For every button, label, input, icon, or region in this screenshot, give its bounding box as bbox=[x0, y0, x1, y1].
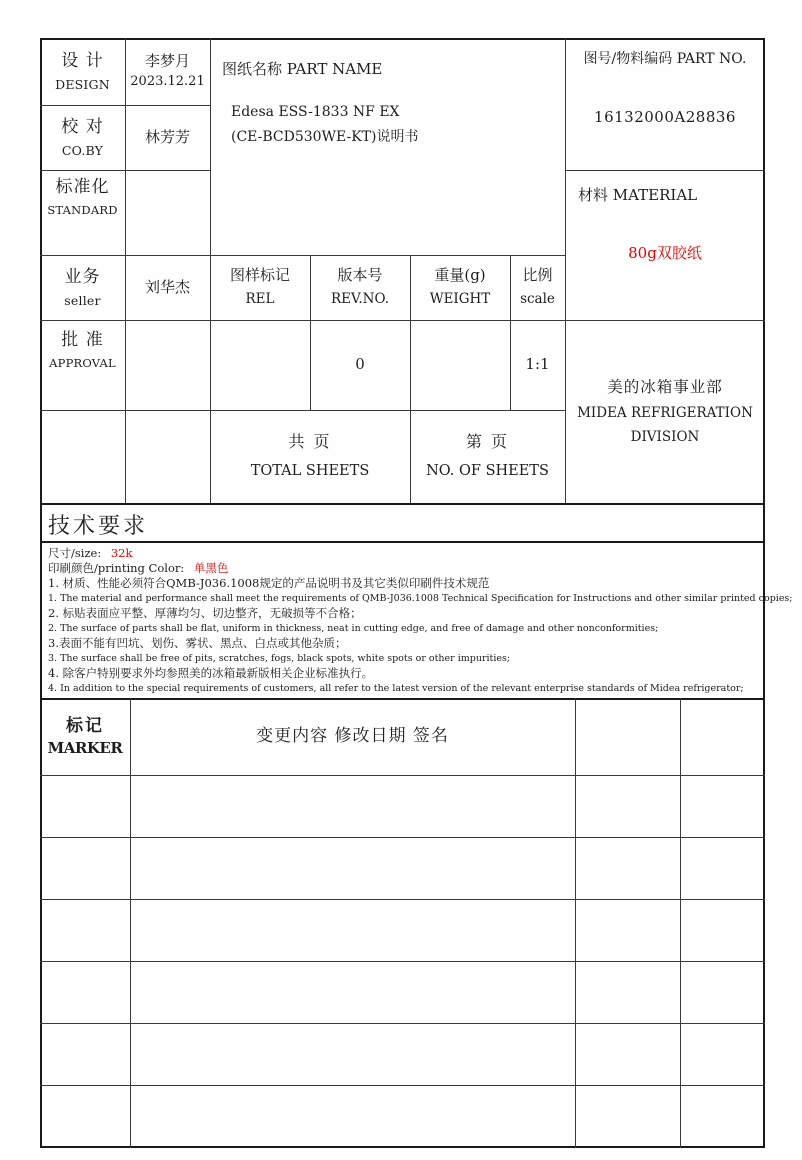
approval-label-cn: 批 准 bbox=[61, 330, 104, 350]
grid-line bbox=[565, 170, 765, 171]
grid-line bbox=[40, 961, 765, 962]
rev-value: 0 bbox=[355, 355, 365, 374]
tech-line-3-en: 3. The surface shall be free of pits, scratches, fogs, black spots, white spots or other impurities; bbox=[48, 653, 511, 664]
grid-line bbox=[40, 775, 765, 776]
design-date: 2023.12.21 bbox=[130, 74, 205, 90]
part-no-label-cell bbox=[565, 44, 765, 74]
seller-label-cell bbox=[40, 255, 125, 320]
part-name-line1: Edesa ESS-1833 NF EX bbox=[231, 104, 400, 120]
weight-value-cell bbox=[410, 320, 510, 410]
design-label-cell bbox=[40, 38, 125, 105]
part-no-value-cell bbox=[565, 98, 765, 138]
check-label-cn: 校 对 bbox=[61, 116, 104, 137]
division-name-cn: 美的冰箱事业部 bbox=[607, 377, 723, 396]
material-label: 材料 MATERIAL bbox=[578, 186, 698, 204]
total-sheets-cn: 共 页 bbox=[288, 432, 332, 452]
part-name-line2: (CE-BCD530WE-KT)说明书 bbox=[231, 129, 419, 145]
approval-label-en: APPROVAL bbox=[49, 356, 116, 371]
weight-label-cn: 重量(g) bbox=[434, 266, 486, 285]
check-name: 林芳芳 bbox=[144, 127, 190, 146]
approval-label-cell bbox=[40, 320, 125, 410]
scale-value: 1:1 bbox=[525, 355, 550, 374]
seller-name: 刘华杰 bbox=[144, 277, 190, 296]
grid-line bbox=[575, 698, 576, 1148]
grid-line bbox=[680, 698, 681, 1148]
tech-color-line bbox=[48, 561, 758, 576]
sheet-no-cn: 第 页 bbox=[465, 432, 510, 452]
tech-line-1-cn: 1. 材质、性能必须符合QMB-J036.1008规定的产品说明书及其它类似印刷件技术规范 bbox=[48, 576, 490, 590]
tech-requirements-title: 技术要求 bbox=[48, 514, 149, 539]
division-name-en1: MIDEA REFRIGERATION bbox=[577, 405, 753, 422]
design-name: 李梦月 bbox=[144, 51, 190, 70]
division-name-en2: DIVISION bbox=[630, 428, 700, 445]
grid-line bbox=[40, 837, 765, 838]
weight-header-cell bbox=[410, 255, 510, 320]
design-name-cell bbox=[125, 38, 210, 105]
change-header-cell bbox=[130, 698, 575, 775]
design-label-en: DESIGN bbox=[55, 76, 110, 92]
tech-line-4-en: 4. In addition to the special requirements of customers, all refer to the latest version of the relevant enterprise standards of Midea refrigerator; bbox=[48, 683, 744, 694]
tech-size-label: 尺寸/size: bbox=[48, 546, 102, 560]
material-value: 80g双胶纸 bbox=[628, 244, 702, 263]
sheet-no-cell bbox=[410, 410, 565, 503]
division-cell bbox=[565, 320, 765, 503]
total-sheets-en: TOTAL SHEETS bbox=[250, 462, 370, 479]
rev-label-en: REV.NO. bbox=[330, 290, 390, 307]
material-value-cell bbox=[565, 240, 765, 268]
rel-header-cell bbox=[210, 255, 310, 320]
rev-value-cell bbox=[310, 320, 410, 410]
weight-label-en: WEIGHT bbox=[429, 290, 491, 307]
tech-line-3-cn: 3.表面不能有凹坑、划伤、雾状、黑点、白点或其他杂质； bbox=[48, 636, 347, 650]
marker-label-cn: 标记 bbox=[66, 715, 104, 736]
tech-line-2-en: 2. The surface of parts shall be flat, uniform in thickness, neat in cutting edge, and free of damage and other nonconformities; bbox=[48, 623, 659, 634]
tech-color-label: 印刷颜色/printing Color: bbox=[48, 561, 185, 575]
seller-label-en: seller bbox=[64, 292, 101, 308]
check-label-en: CO.BY bbox=[61, 142, 104, 158]
total-sheets-cell bbox=[210, 410, 410, 503]
scale-value-cell bbox=[510, 320, 565, 410]
tech-requirements-body bbox=[48, 546, 793, 696]
rel-label-en: REL bbox=[245, 290, 275, 307]
part-no-value: 16132000A28836 bbox=[594, 108, 736, 127]
rev-header-cell bbox=[310, 255, 410, 320]
rev-label-cn: 版本号 bbox=[337, 266, 383, 285]
seller-label-cn: 业务 bbox=[64, 266, 101, 287]
grid-line bbox=[40, 899, 765, 900]
scale-label-en: scale bbox=[520, 290, 555, 307]
standard-label-en: STANDARD bbox=[47, 203, 118, 218]
scale-header-cell bbox=[510, 255, 565, 320]
rel-value-cell bbox=[210, 320, 310, 410]
standard-label-cell bbox=[40, 170, 125, 255]
tech-line-4-cn: 4. 除客户特别要求外均参照美的冰箱最新版相关企业标准执行。 bbox=[48, 666, 374, 680]
tech-line-1-en: 1. The material and performance shall meet the requirements of QMB-J036.1008 Technical Specification for Instructions and other similar printed copies; bbox=[48, 593, 793, 604]
seller-name-cell bbox=[125, 255, 210, 320]
marker-label-en: MARKER bbox=[47, 738, 123, 757]
tech-line-2-cn: 2. 标贴表面应平整、厚薄均匀、切边整齐，无破损等不合格； bbox=[48, 606, 362, 620]
standard-label-cn: 标准化 bbox=[55, 177, 110, 197]
change-header-label: 变更内容 修改日期 签名 bbox=[256, 726, 449, 747]
design-label-cn: 设 计 bbox=[61, 50, 104, 71]
grid-line bbox=[40, 1023, 765, 1024]
part-name-label: 图纸名称 PART NAME bbox=[222, 60, 383, 78]
check-label-cell bbox=[40, 105, 125, 170]
tech-color-value: 单黑色 bbox=[193, 561, 229, 575]
grid-line bbox=[40, 1085, 765, 1086]
section-divider bbox=[40, 503, 765, 505]
sheet-no-en: NO. OF SHEETS bbox=[426, 462, 549, 479]
tech-size-line bbox=[48, 546, 758, 561]
marker-header-cell bbox=[40, 698, 130, 775]
check-name-cell bbox=[125, 105, 210, 170]
tech-title-underline bbox=[40, 541, 765, 543]
rel-label-cn: 图样标记 bbox=[229, 266, 290, 285]
tech-size-value: 32k bbox=[110, 546, 133, 560]
scale-label-cn: 比例 bbox=[522, 266, 553, 285]
part-no-label: 图号/物料编码 PART NO. bbox=[583, 50, 747, 67]
